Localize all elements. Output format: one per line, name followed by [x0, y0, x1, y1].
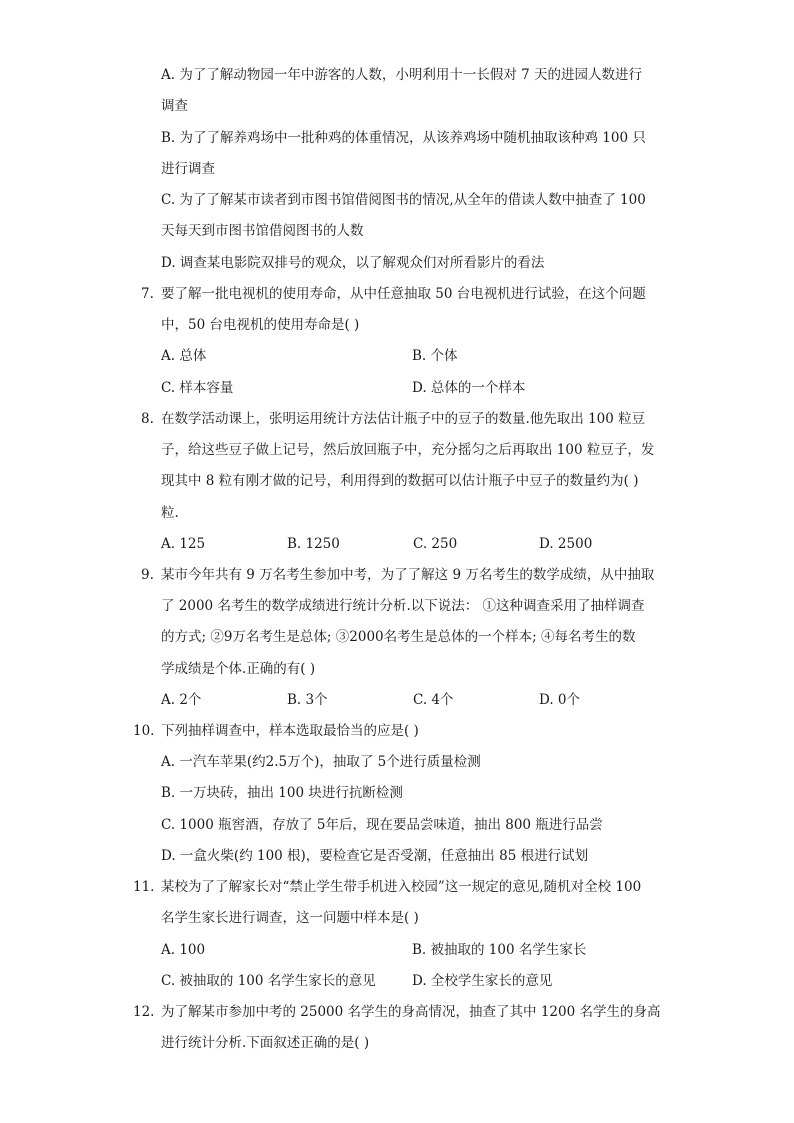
- q9-stem-line4: 学成绩是个体.正确的有( ): [161, 661, 316, 677]
- q8-stem-line4: 粒.: [161, 505, 179, 521]
- q9-option-d: D. 0个: [539, 692, 581, 708]
- q6-option-c-line1: C. 为了了解某市读者到市图书馆借阅图书的情况,从全年的借读人数中抽查了 100: [161, 192, 646, 208]
- q6-option-a-line2: 调查: [161, 98, 188, 114]
- q12-number: 12.: [133, 1004, 155, 1020]
- q6-option-b-line2: 进行调查: [161, 161, 215, 177]
- q9-option-b: B. 3个: [287, 692, 328, 708]
- q11-stem-line2: 名学生家长进行调查，这一问题中样本是( ): [161, 910, 419, 926]
- q10-option-d: D. 一盒火柴(约 100 根)，要检查它是否受潮，任意抽出 85 根进行试划: [161, 848, 589, 864]
- q8-stem-line3: 现其中 8 粒有刚才做的记号，利用得到的数据可以估计瓶子中豆子的数量约为( ): [161, 473, 639, 489]
- q7-stem-line1: 要了解一批电视机的使用寿命，从中任意抽取 50 台电视机进行试验，在这个问题: [161, 286, 646, 302]
- q6-option-d-line1: D. 调查某电影院双排号的观众，以了解观众们对所看影片的看法: [161, 255, 545, 271]
- q7-number: 7.: [141, 286, 154, 302]
- q10-option-a: A. 一汽车苹果(约2.5万个)，抽取了 5个进行质量检测: [161, 754, 481, 770]
- q7-option-b: B. 个体: [412, 348, 458, 364]
- q6-option-c-line2: 天每天到市图书馆借阅图书的人数: [161, 223, 364, 239]
- q8-stem-line1: 在数学活动课上，张明运用统计方法估计瓶子中的豆子的数量.他先取出 100 粒豆: [161, 411, 646, 427]
- q9-number: 9.: [141, 567, 154, 583]
- q9-option-c: C. 4个: [413, 692, 454, 708]
- q7-option-c: C. 样本容量: [161, 380, 234, 396]
- q11-option-c: C. 被抽取的 100 名学生家长的意见: [161, 973, 376, 989]
- q11-stem-line1: 某校为了了解家长对“禁止学生带手机进入校园”这一规定的意见,随机对全校 100: [161, 879, 642, 895]
- q7-option-d: D. 总体的一个样本: [412, 380, 526, 396]
- q9-stem-line3: 的方式; ②9万名考生是总体; ③2000名考生是总体的一个样本; ④每名考生的数: [161, 629, 636, 645]
- q11-option-d: D. 全校学生家长的意见: [412, 973, 553, 989]
- q7-option-a: A. 总体: [161, 348, 207, 364]
- q10-stem-line1: 下列抽样调查中，样本选取最恰当的应是( ): [161, 723, 419, 739]
- q8-option-b: B. 1250: [287, 536, 340, 552]
- q8-number: 8.: [141, 411, 154, 427]
- q9-stem-line2: 了 2000 名考生的数学成绩进行统计分析.以下说法： ①这种调查采用了抽样调查: [161, 598, 645, 614]
- q8-stem-line2: 子，给这些豆子做上记号，然后放回瓶子中，充分摇匀之后再取出 100 粒豆子，发: [161, 442, 655, 458]
- q8-option-a: A. 125: [161, 536, 206, 552]
- q7-stem-line2: 中，50 台电视机的使用寿命是( ): [161, 317, 360, 333]
- q12-stem-line2: 进行统计分析.下面叙述正确的是( ): [161, 1035, 370, 1051]
- q11-option-b: B. 被抽取的 100 名学生家长: [412, 942, 587, 958]
- q8-option-c: C. 250: [413, 536, 458, 552]
- q10-option-b: B. 一万块砖，抽出 100 块进行抗断检测: [161, 785, 403, 801]
- q6-option-b-line1: B. 为了了解养鸡场中一批种鸡的体重情况，从该养鸡场中随机抽取该种鸡 100 只: [161, 130, 646, 146]
- q11-number: 11.: [133, 879, 155, 895]
- q8-option-d: D. 2500: [539, 536, 593, 552]
- q6-option-a-line1: A. 为了了解动物园一年中游客的人数，小明利用十一长假对 7 天的进园人数进行: [161, 67, 643, 83]
- q12-stem-line1: 为了解某市参加中考的 25000 名学生的身高情况，抽查了其中 1200 名学生的身高: [161, 1004, 661, 1020]
- q10-option-c: C. 1000 瓶窖酒，存放了 5年后，现在要品尝味道，抽出 800 瓶进行品尝: [161, 817, 603, 833]
- q9-stem-line1: 某市今年共有 9 万名考生参加中考，为了了解这 9 万名考生的数学成绩，从中抽取: [161, 567, 655, 583]
- q9-option-a: A. 2个: [161, 692, 202, 708]
- q10-number: 10.: [133, 723, 155, 739]
- q11-option-a: A. 100: [161, 942, 206, 958]
